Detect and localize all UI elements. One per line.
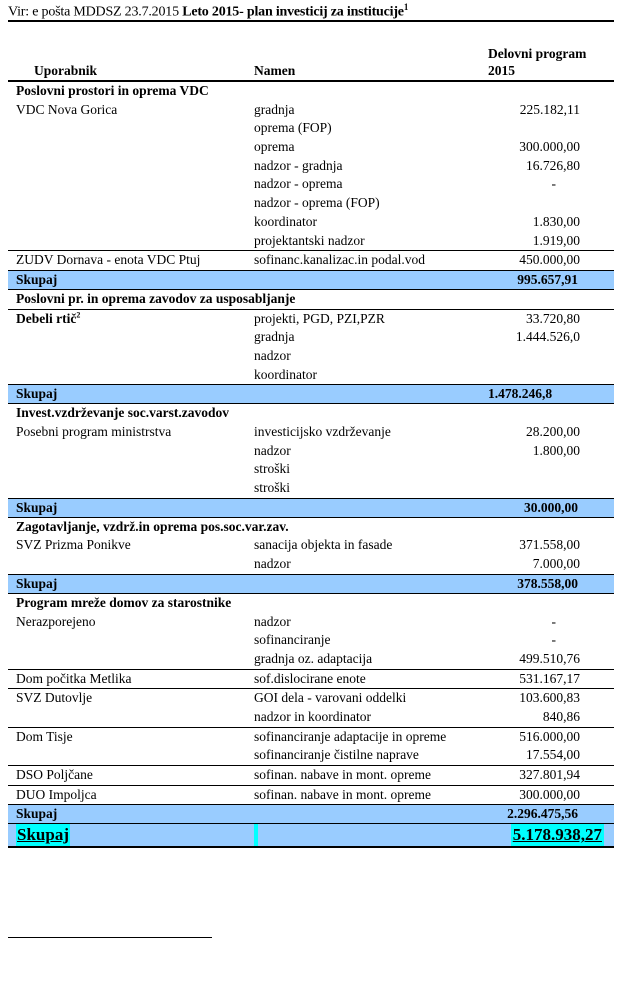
cell-purpose: oprema <box>254 139 295 155</box>
cell-purpose: stroški <box>254 480 291 496</box>
cell-value: 103.600,83 <box>519 690 580 706</box>
header-program-line1: Delovni program <box>488 46 587 61</box>
cell-user-text: Debeli rtič <box>16 310 77 326</box>
subtotal-row <box>8 270 614 290</box>
cell-user <box>16 310 80 329</box>
cell-purpose: nadzor <box>254 556 291 572</box>
cell-user-text: Nerazporejeno <box>16 613 96 629</box>
subtotal-label: Skupaj <box>16 386 58 402</box>
cell-purpose: nadzor <box>254 347 291 363</box>
cell-value: 516.000,00 <box>519 728 580 744</box>
grand-total-marker <box>254 824 258 846</box>
table-row <box>8 460 614 479</box>
table-row <box>8 708 614 727</box>
table-row <box>8 631 614 650</box>
table-row <box>8 213 614 232</box>
cell-value: 33.720,80 <box>526 310 580 326</box>
cell-user <box>16 786 97 805</box>
table-row <box>8 479 614 498</box>
cell-purpose: sofinanciranje adaptacije in opreme <box>254 728 447 744</box>
cell-user <box>16 536 131 555</box>
cell-purpose: GOI dela - varovani oddelki <box>254 690 407 706</box>
title-footnote-ref: 1 <box>403 2 409 12</box>
cell-purpose: sanacija objekta in fasade <box>254 537 393 553</box>
cell-purpose: sofinan. nabave in mont. opreme <box>254 786 431 802</box>
section-header <box>8 290 614 309</box>
table-row <box>8 250 614 270</box>
subtotal-value: 995.657,91 <box>517 271 578 287</box>
table-body <box>8 82 614 824</box>
table-row <box>8 613 614 632</box>
cell-purpose: nadzor <box>254 613 291 629</box>
cell-user <box>16 251 200 270</box>
header-program-line2: 2015 <box>488 63 515 78</box>
subtotal-value: 30.000,00 <box>524 499 578 515</box>
subtotal-row <box>8 804 614 824</box>
table-row <box>8 536 614 555</box>
section-header <box>8 82 614 101</box>
table-row <box>8 785 614 805</box>
table-row <box>8 309 614 329</box>
section-title: Poslovni pr. in oprema zavodov za usposabljanje <box>16 290 296 306</box>
table-row <box>8 328 614 347</box>
cell-value: 327.801,94 <box>519 767 580 782</box>
cell-value: 300.000,00 <box>519 786 580 802</box>
cell-purpose: projekti, PGD, PZI,PZR <box>254 310 385 326</box>
section-header <box>8 518 614 537</box>
cell-user <box>16 670 131 689</box>
grand-total-value: 5.178.938,27 <box>512 825 602 845</box>
cell-purpose: nadzor - oprema (FOP) <box>254 195 380 211</box>
table-row <box>8 442 614 461</box>
cell-purpose: gradnja <box>254 101 295 117</box>
cell-value: 1.444.526,0 <box>515 329 580 345</box>
table-row <box>8 101 614 120</box>
subtotal-row <box>8 574 614 594</box>
cell-user <box>16 101 117 120</box>
header-purpose: Namen <box>254 63 296 78</box>
cell-value: 840,86 <box>542 708 580 724</box>
table-row <box>8 194 614 213</box>
table-row <box>8 746 614 765</box>
table-row <box>8 727 614 747</box>
cell-user <box>16 423 171 442</box>
cell-purpose: sof.dislocirane enote <box>254 670 366 686</box>
section-title: Zagotavljanje, vzdrž.in oprema pos.soc.var.zav. <box>16 518 289 534</box>
investment-table <box>8 40 614 848</box>
cell-value: 531.167,17 <box>519 670 580 686</box>
cell-purpose: oprema (FOP) <box>254 120 332 136</box>
table-row <box>8 232 614 251</box>
table-row <box>8 138 614 157</box>
section-title: Invest.vzdrževanje soc.varst.zavodov <box>16 405 229 421</box>
table-row <box>8 765 614 785</box>
table-row <box>8 423 614 442</box>
cell-purpose: sofinanc.kanalizac.in podal.vod <box>254 252 425 268</box>
cell-user-text: DSO Poljčane <box>16 767 93 782</box>
cell-user-text: Posebni program ministrstva <box>16 424 172 439</box>
cell-value: - <box>551 613 556 629</box>
cell-purpose: koordinator <box>254 366 317 382</box>
title-main: Leto 2015- plan investicij za institucije <box>182 4 404 20</box>
cell-purpose: projektantski nadzor <box>254 232 365 248</box>
cell-value: 225.182,11 <box>519 101 580 117</box>
table-row <box>8 175 614 194</box>
cell-user-text: SVZ Dutovlje <box>16 690 93 706</box>
subtotal-label: Skupaj <box>16 806 58 822</box>
user-footnote-ref: 2 <box>76 310 81 320</box>
document-title <box>8 2 408 21</box>
table-row <box>8 347 614 366</box>
grand-total-row <box>8 824 614 848</box>
cell-value: 28.200,00 <box>526 424 580 439</box>
subtotal-label: Skupaj <box>16 271 58 287</box>
table-header <box>8 40 614 82</box>
cell-value: 450.000,00 <box>519 252 580 268</box>
cell-purpose: nadzor in koordinator <box>254 708 371 724</box>
cell-value: 17.554,00 <box>526 747 580 763</box>
header-program <box>488 45 586 79</box>
section-title: Poslovni prostori in oprema VDC <box>16 83 209 98</box>
subtotal-label: Skupaj <box>16 575 58 591</box>
cell-purpose: sofinanciranje <box>254 632 331 648</box>
cell-user <box>16 728 73 747</box>
cell-user <box>16 766 93 785</box>
grand-total-label: Skupaj <box>17 825 69 845</box>
cell-user-text: VDC Nova Gorica <box>16 101 118 117</box>
cell-user <box>16 689 92 708</box>
cell-purpose: nadzor - gradnja <box>254 157 343 173</box>
subtotal-value: 378.558,00 <box>517 575 578 591</box>
cell-value: - <box>551 176 556 192</box>
cell-value: 499.510,76 <box>519 650 580 666</box>
cell-purpose: gradnja <box>254 329 295 345</box>
cell-purpose: nadzor - oprema <box>254 176 343 192</box>
title-source: Vir: e pošta MDDSZ 23.7.2015 <box>8 4 183 20</box>
title-rule <box>8 20 614 22</box>
section-title: Program mreže domov za starostnike <box>16 594 232 610</box>
cell-user <box>16 613 95 632</box>
cell-purpose: stroški <box>254 461 291 477</box>
cell-user-text: ZUDV Dornava - enota VDC Ptuj <box>16 252 201 268</box>
cell-user-text: Dom počitka Metlika <box>16 670 132 686</box>
cell-purpose: sofinan. nabave in mont. opreme <box>254 767 431 782</box>
cell-purpose: sofinanciranje čistilne naprave <box>254 747 419 763</box>
subtotal-row <box>8 384 614 404</box>
cell-value: 371.558,00 <box>519 537 580 553</box>
cell-value: 1.919,00 <box>532 232 580 248</box>
header-user: Uporabnik <box>34 63 98 78</box>
subtotal-value: 2.296.475,56 <box>507 806 578 822</box>
table-row <box>8 669 614 689</box>
cell-user-text: DUO Impoljca <box>16 786 97 802</box>
cell-purpose: investicijsko vzdrževanje <box>254 424 391 439</box>
section-header <box>8 594 614 613</box>
cell-purpose: koordinator <box>254 213 317 229</box>
cell-purpose: nadzor <box>254 442 291 458</box>
cell-value: 16.726,80 <box>526 157 580 173</box>
cell-user-text: Dom Tisje <box>16 728 73 744</box>
footnote-separator <box>8 937 212 938</box>
table-row <box>8 650 614 669</box>
cell-value: - <box>551 632 556 648</box>
cell-user-text: SVZ Prizma Ponikve <box>16 537 131 553</box>
cell-value: 1.800,00 <box>532 442 580 458</box>
cell-value: 300.000,00 <box>519 139 580 155</box>
cell-value: 1.830,00 <box>532 213 580 229</box>
table-row <box>8 119 614 138</box>
table-row <box>8 688 614 708</box>
section-header <box>8 404 614 423</box>
cell-purpose: gradnja oz. adaptacija <box>254 650 373 666</box>
cell-value: 7.000,00 <box>532 556 580 572</box>
subtotal-value: 1.478.246,8 <box>488 386 553 402</box>
subtotal-row <box>8 498 614 518</box>
table-row <box>8 366 614 385</box>
table-row <box>8 157 614 176</box>
subtotal-label: Skupaj <box>16 499 58 515</box>
table-row <box>8 555 614 574</box>
